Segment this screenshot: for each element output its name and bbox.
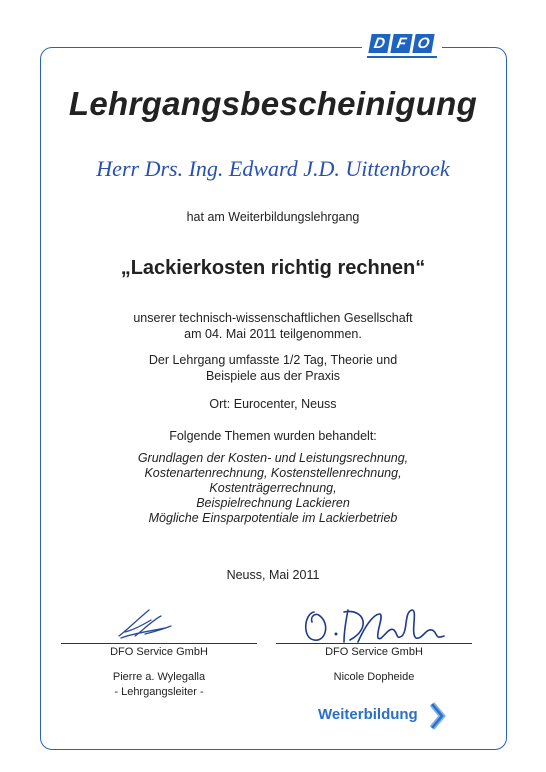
signatory-name: Nicole Dopheide — [333, 671, 415, 683]
signatory-left — [61, 645, 257, 700]
signature-line-left — [61, 643, 257, 644]
signatory-role: - Lehrgangsleiter - — [114, 686, 204, 698]
signatory-company: DFO Service GmbH — [325, 646, 423, 658]
logo-letter-d: D — [368, 34, 390, 53]
participation-paragraph — [0, 310, 546, 342]
intro-text: hat am Weiterbildungslehrgang — [186, 210, 360, 224]
recipient-name: Herr Drs. Ing. Edward J.D. Uittenbroek — [96, 156, 450, 181]
topic-item: Kostenartenrechnung, Kostenstellenrechnung, — [144, 466, 402, 480]
scope-line-1: Der Lehrgang umfasste 1/2 Tag, Theorie und — [148, 353, 398, 367]
scope-line-2: Beispiele aus der Praxis — [205, 369, 341, 383]
logo-letter-o: O — [412, 34, 434, 53]
topic-item: Mögliche Einsparpotentiale im Lackierbetrieb — [148, 511, 398, 525]
chevron-right-icon — [429, 702, 449, 730]
weiterbildung-badge: Weiterbildung — [318, 706, 418, 723]
logo-underline — [367, 56, 437, 58]
scope-paragraph — [0, 352, 546, 384]
signatory-company: DFO Service GmbH — [110, 646, 208, 658]
participation-line-2: am 04. Mai 2011 teilgenommen. — [184, 327, 362, 341]
topics-intro: Folgende Themen wurden behandelt: — [169, 429, 377, 443]
topic-item: Beispielrechnung Lackieren — [196, 496, 350, 510]
logo-letter-f: F — [390, 34, 412, 53]
course-title: „Lackierkosten richtig rechnen“ — [120, 257, 426, 279]
topics-list — [0, 451, 546, 526]
participation-line-1: unserer technisch-wissenschaftlichen Gesellschaft — [133, 311, 413, 325]
signatory-right — [276, 645, 472, 685]
dfo-logo — [362, 24, 442, 68]
signature-dopheide — [300, 604, 450, 648]
signature-wylegalla — [115, 606, 175, 642]
topic-item: Kostenträgerrechnung, — [209, 481, 337, 495]
certificate-title: Lehrgangsbescheinigung — [68, 85, 478, 122]
signature-line-right — [276, 643, 472, 644]
signatory-name: Pierre a. Wylegalla — [112, 671, 206, 683]
location-text: Ort: Eurocenter, Neuss — [209, 397, 337, 411]
topic-item: Grundlagen der Kosten- und Leistungsrechnung, — [137, 451, 409, 465]
place-date: Neuss, Mai 2011 — [226, 568, 320, 582]
